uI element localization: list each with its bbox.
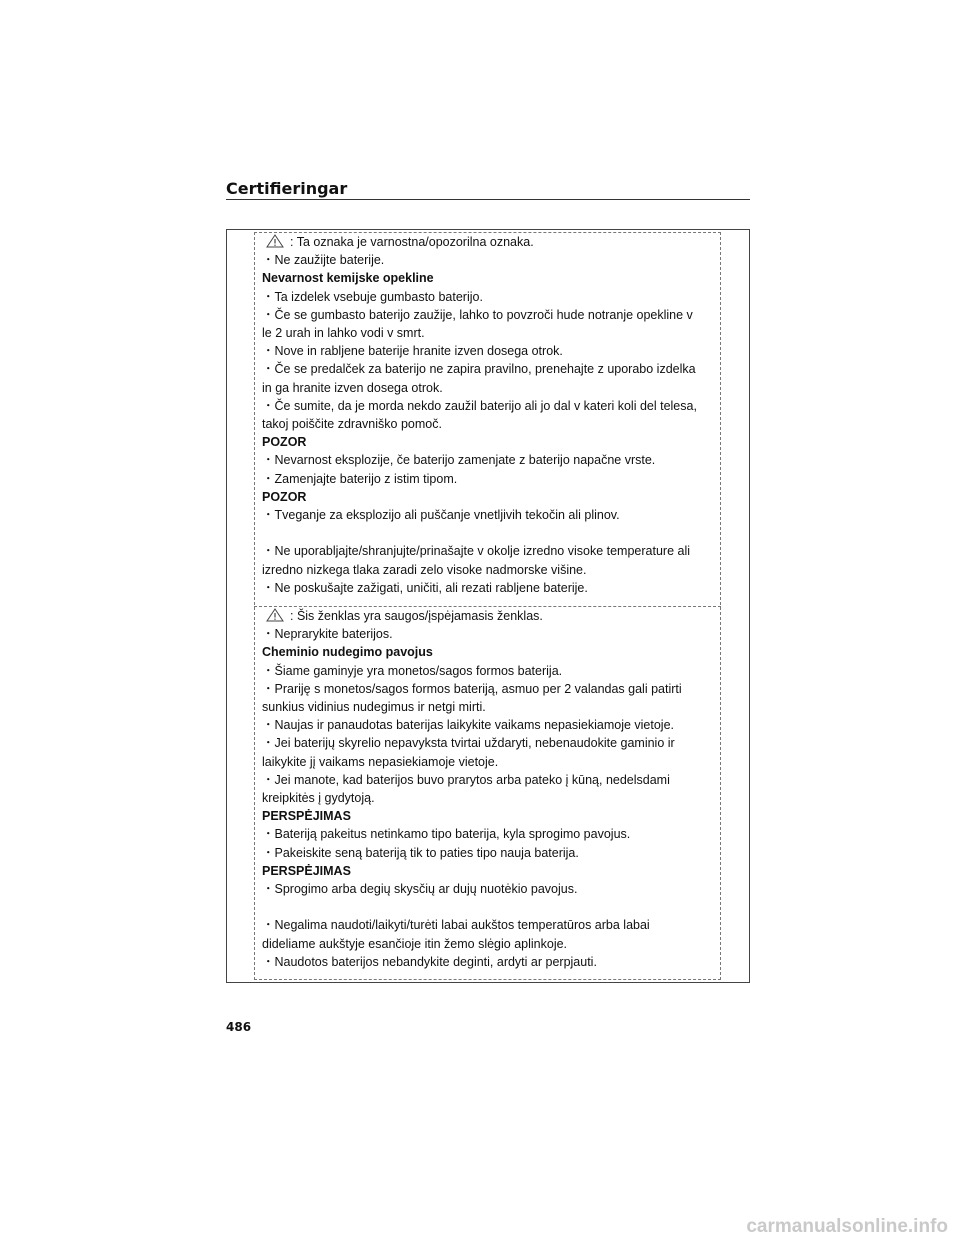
line-text: sunkius vidinius nudegimus ir netgi mirti. (262, 700, 486, 715)
text-line (262, 662, 717, 680)
section-heading (262, 433, 717, 451)
line-text: ・Jei manote, kad baterijos buvo prarytos arba pateko į kūną, nedelsdami (262, 772, 670, 787)
line-text: ・Prariję s monetos/sagos formos bateriją, asmuo per 2 valandas gali patirti (262, 681, 682, 696)
line-text: ・Pakeiskite seną bateriją tik to paties tipo nauja baterija. (262, 845, 579, 860)
line-text: Nevarnost kemijske opekline (262, 271, 434, 286)
blank-line (262, 524, 717, 542)
line-text: ・Zamenjajte baterijo z istim tipom. (262, 471, 458, 486)
warning-triangle-icon (266, 234, 284, 248)
text-line (262, 542, 717, 560)
text-line (262, 306, 717, 324)
line-text: ・Naudotos baterijos nebandykite deginti, ardyti ar perpjauti. (262, 954, 597, 969)
section-heading (262, 807, 717, 825)
line-text: ・Ne zaužijte baterije. (262, 253, 385, 268)
line-text: ・Sprogimo arba degių skysčių ar dujų nuotėkio pavojus. (262, 882, 578, 897)
line-text: ・Nevarnost eksplozije, če baterijo zamenjate z baterijo napačne vrste. (262, 453, 656, 468)
text-line (262, 825, 717, 843)
text-line (262, 916, 717, 934)
text-line (262, 698, 717, 716)
line-text: PERSPĖJIMAS (262, 809, 351, 824)
text-line (262, 716, 717, 734)
line-text: ・Bateriją pakeitus netinkamo tipo baterija, kyla sprogimo pavojus. (262, 827, 631, 842)
line-text: ・Negalima naudoti/laikyti/turėti labai aukštos temperatūros arba labai (262, 918, 650, 933)
text-line (262, 360, 717, 378)
line-text: Cheminio nudegimo pavojus (262, 645, 433, 660)
text-line (262, 379, 717, 397)
line-text: le 2 urah in lahko vodi v smrt. (262, 326, 425, 341)
text-line (262, 415, 717, 433)
text-line (262, 288, 717, 306)
text-line (262, 844, 717, 862)
line-text: ・Neprarykite baterijos. (262, 627, 393, 642)
page-header-title: Certifieringar (226, 179, 348, 198)
warning-statement (262, 607, 717, 625)
line-text: ・Šiame gaminyje yra monetos/sagos formos baterija. (262, 663, 563, 678)
text-line (262, 579, 717, 597)
line-text: ・Ne uporabljajte/shranjujte/prinašajte v okolje izredno visoke temperature ali (262, 544, 691, 559)
line-text: dideliame aukštyje esančioje itin žemo slėgio aplinkoje. (262, 936, 568, 951)
line-text: in ga hranite izven dosega otrok. (262, 380, 443, 395)
line-text: laikykite jį vaikams nepasiekiamoje vietoje. (262, 754, 499, 769)
line-text: ・Če se predalček za baterijo ne zapira pravilno, prenehajte z uporabo izdelka (262, 362, 696, 377)
text-line (262, 342, 717, 360)
text-line (262, 625, 717, 643)
page-number: 486 (226, 1020, 252, 1034)
text-line (262, 561, 717, 579)
line-text: ・Če sumite, da je morda nekdo zaužil baterijo ali jo dal v kateri koli del telesa, (262, 398, 697, 413)
text-line (262, 397, 717, 415)
section-heading (262, 862, 717, 880)
text-line (262, 680, 717, 698)
line-text: izredno nizkega tlaka zaradi zelo visoke nadmorske višine. (262, 562, 587, 577)
text-line (262, 451, 717, 469)
section-heading (262, 269, 717, 287)
line-text: : Ta oznaka je varnostna/opozorilna oznaka. (290, 235, 534, 249)
text-line (262, 953, 717, 971)
blank-line (262, 898, 717, 916)
line-text: ・Jei baterijų skyrelio nepavyksta tvirtai uždaryti, nebenaudokite gaminio ir (262, 736, 675, 751)
line-text: takoj poiščite zdravniško pomoč. (262, 417, 442, 432)
text-line (262, 324, 717, 342)
header-rule (226, 199, 750, 200)
line-text: ・Nove in rabljene baterije hranite izven dosega otrok. (262, 344, 563, 359)
warning-statement (262, 233, 717, 251)
line-text: PERSPĖJIMAS (262, 863, 351, 878)
text-line (262, 734, 717, 752)
lithuanian-warning-section (262, 607, 717, 971)
section-heading (262, 488, 717, 506)
text-line (262, 251, 717, 269)
text-line (262, 880, 717, 898)
text-line (262, 470, 717, 488)
line-text: ・Ne poskušajte zažigati, uničiti, ali rezati rabljene baterije. (262, 580, 588, 595)
line-text: POZOR (262, 489, 307, 504)
text-line (262, 771, 717, 789)
line-text: : Šis ženklas yra saugos/įspėjamasis ženklas. (290, 609, 543, 623)
line-text: kreipkitės į gydytoją. (262, 791, 375, 806)
text-line (262, 753, 717, 771)
text-line (262, 789, 717, 807)
text-line (262, 506, 717, 524)
line-text: POZOR (262, 435, 307, 450)
line-text: ・Tveganje za eksplozijo ali puščanje vnetljivih tekočin ali plinov. (262, 508, 620, 523)
warning-triangle-icon (266, 608, 284, 622)
section-heading (262, 643, 717, 661)
line-text: ・Naujas ir panaudotas baterijas laikykite vaikams nepasiekiamoje vietoje. (262, 718, 675, 733)
watermark: carmanualsonline.info (746, 1216, 948, 1237)
text-line (262, 935, 717, 953)
line-text: ・Ta izdelek vsebuje gumbasto baterijo. (262, 289, 483, 304)
slovenian-warning-section (262, 233, 717, 597)
line-text: ・Če se gumbasto baterijo zaužije, lahko to povzroči hude notranje opekline v (262, 307, 693, 322)
